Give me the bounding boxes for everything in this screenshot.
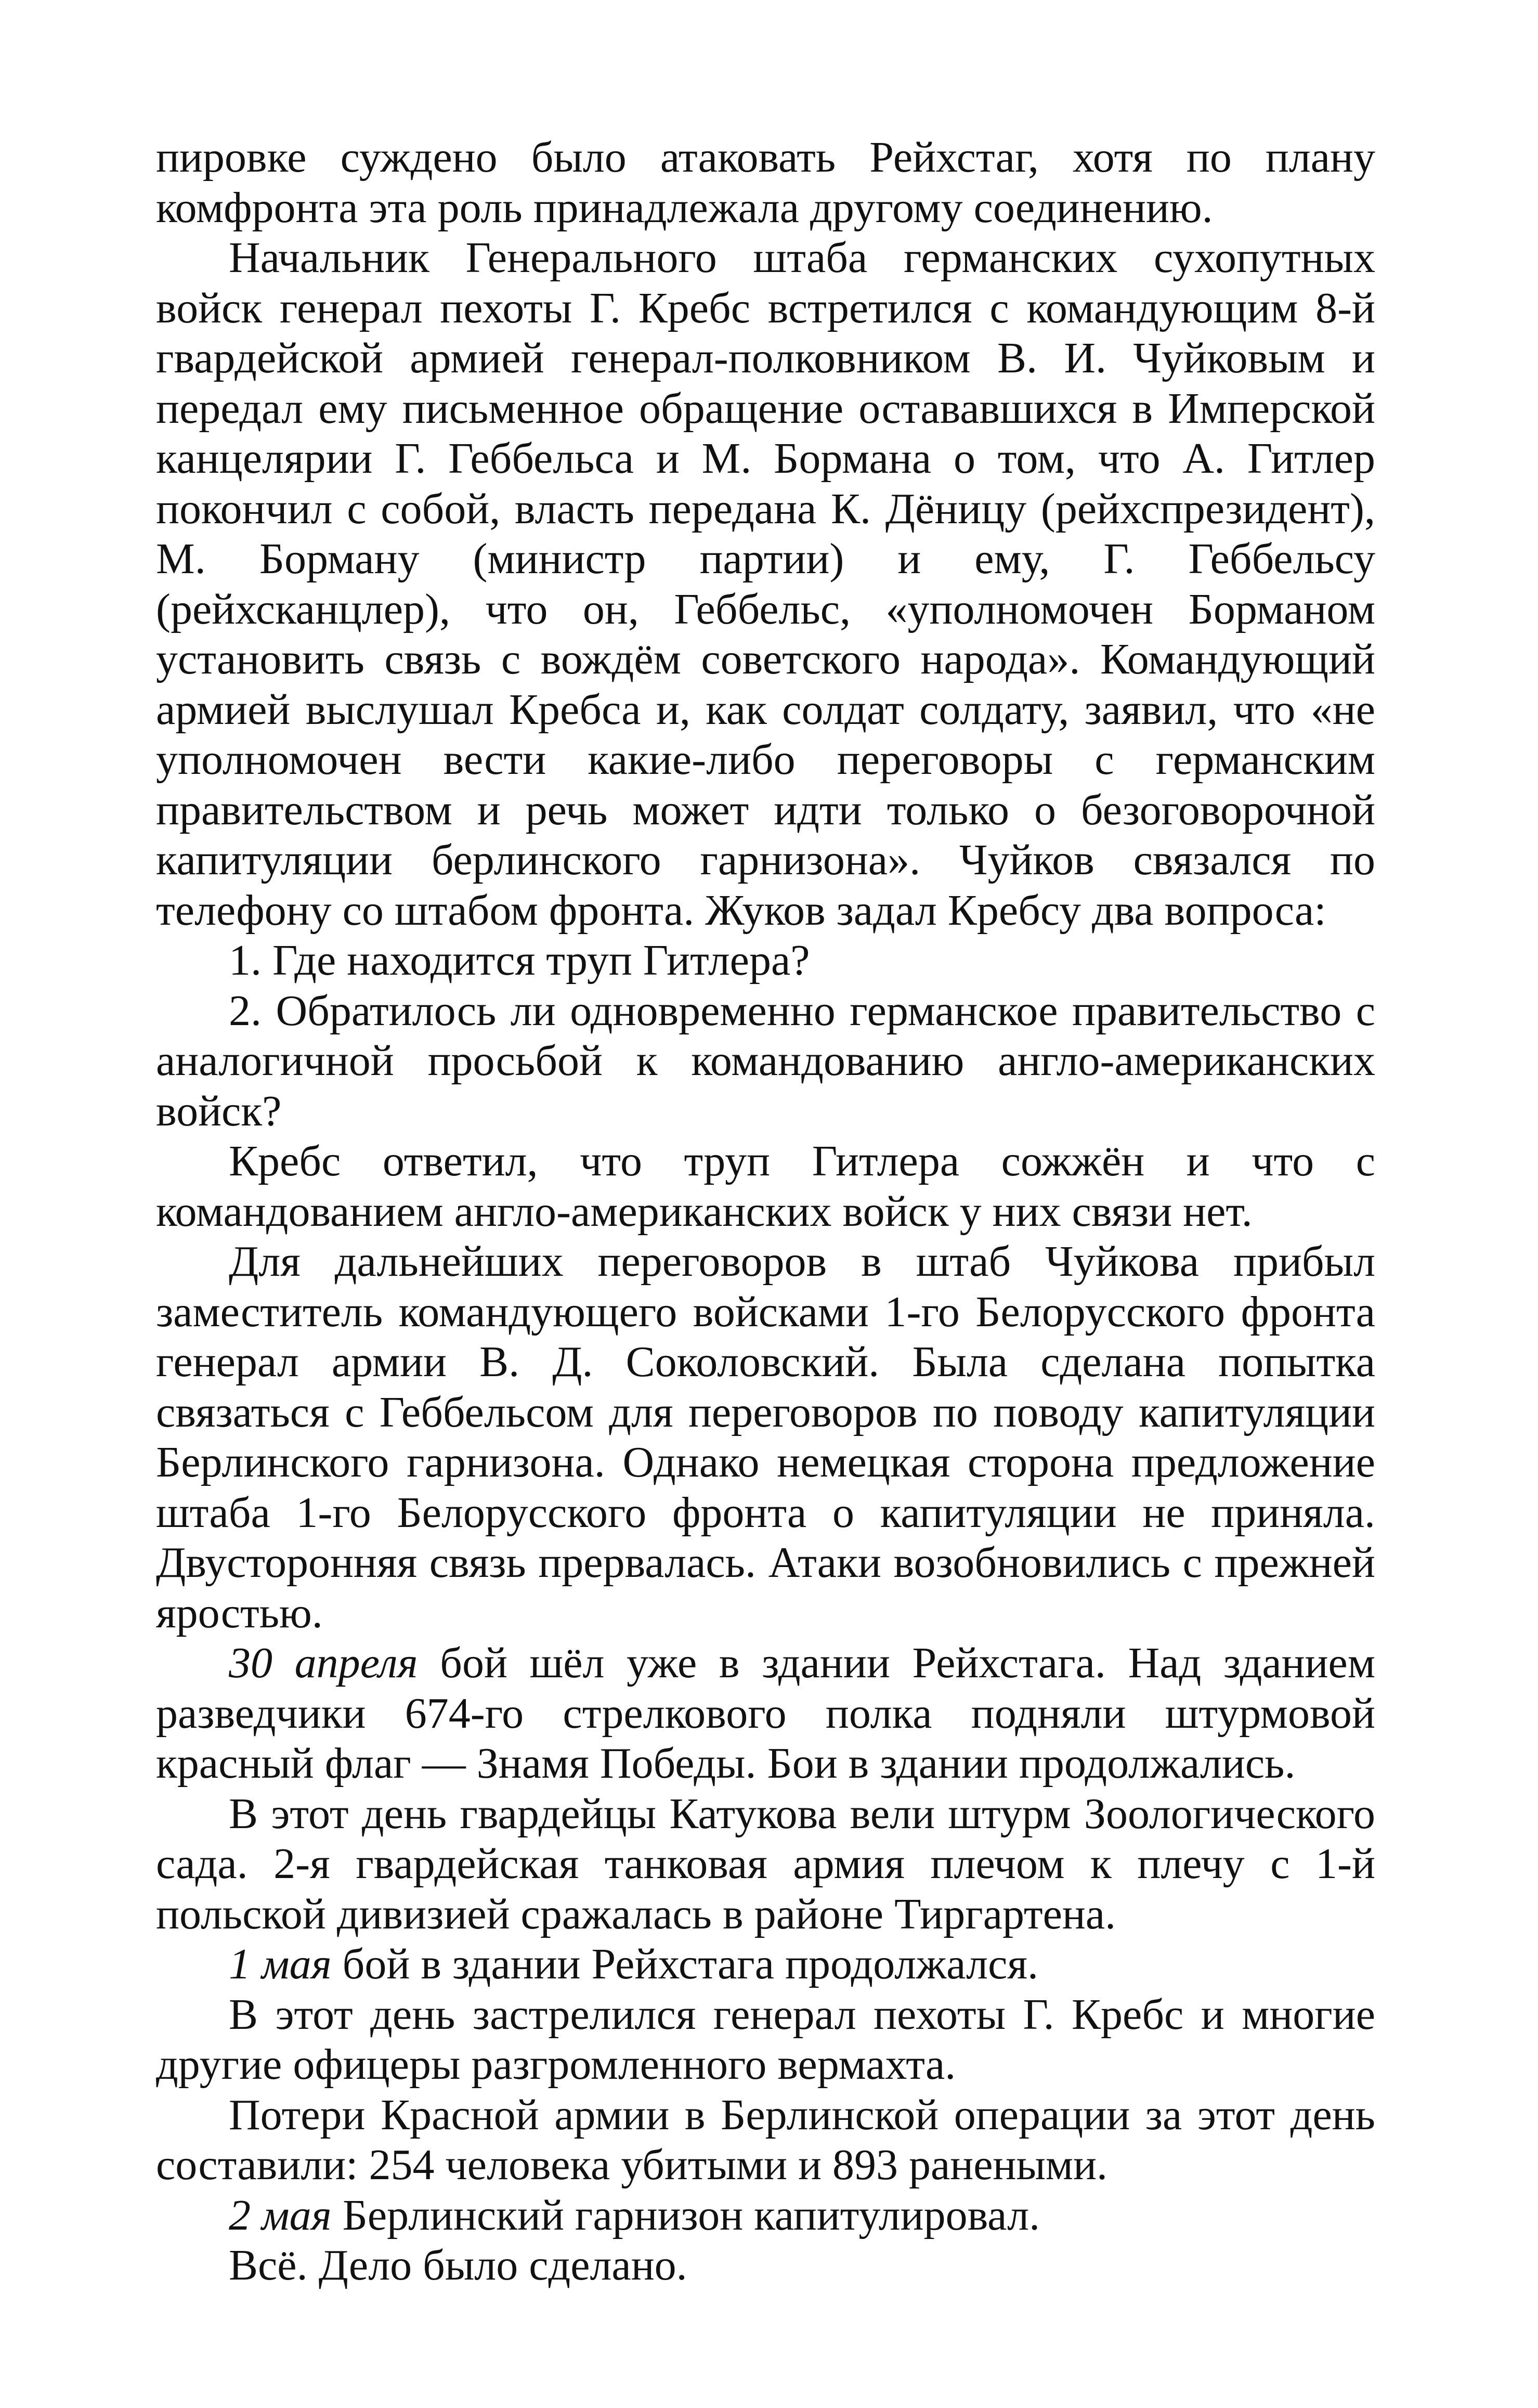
- paragraph-5-text: бой шёл уже в здании Рейхстага. Над зданием разведчики 674-го стрелкового полка подняли штурмовой красный флаг — Знамя Победы. Бои в здании продолжались.: [156, 1639, 1375, 1788]
- paragraph-4: Для дальнейших переговоров в штаб Чуйкова прибыл заместитель командующего войсками 1-го Белорусского фронта генерал армии В. Д. Соколовский. Была сделана попытка связаться с Геббельсом для переговоров по поводу капитуляции Берлинского гарнизона. Однако немецкая сторона предложение штаба 1-го Белорусского фронта о капитуляции не приняла. Двусторонняя связь прервалась. Атаки возобновились с прежней яростью.: [156, 1237, 1375, 1637]
- paragraph-5: [156, 1638, 1375, 1789]
- page-text: [156, 133, 1375, 2291]
- paragraph-7: [156, 1939, 1375, 1990]
- paragraph-10-text: Берлинский гарнизон капитулировал.: [331, 2191, 1040, 2239]
- question-2: 2. Обратилось ли одновременно германское правительство с аналогичной просьбой к командованию англо-американских войск?: [156, 986, 1375, 1135]
- paragraph-6: В этот день гвардейцы Катукова вели штурм Зоологического сада. 2-я гвардейская танковая армия плечом к плечу с 1-й польской дивизией сражалась в районе Тиргартена.: [156, 1789, 1375, 1938]
- paragraph-2: Начальник Генерального штаба германских сухопутных войск генерал пехоты Г. Кребс встретился с командующим 8-й гвардейской армией генерал-полковником В. И. Чуйковым и передал ему письменное обращение остававшихся в Имперской канцелярии Г. Геббельса и М. Бормана о том, что А. Гитлер покончил с собой, власть передана К. Дёницу (рейхспрезидент), М. Борману (министр партии) и ему, Г. Геббельсу (рейхсканцлер), что он, Геббельс, «уполномочен Борманом установить связь с вождём советского народа». Командующий армией выслушал Кребса и, как солдат солдату, заявил, что «не уполномочен вести какие-либо переговоры с германским правительством и речь может идти только о безоговорочной капитуляции берлинского гарнизона». Чуйков связался по телефону со штабом фронта. Жуков задал Кребсу два вопроса:: [156, 234, 1375, 935]
- paragraph-8: В этот день застрелился генерал пехоты Г. Кребс и многие другие офицеры разгромленного вермахта.: [156, 1990, 1375, 2089]
- date-30-april: 30 апреля: [229, 1639, 418, 1687]
- paragraph-11: Всё. Дело было сделано.: [229, 2241, 687, 2289]
- paragraph-3: Кребс ответил, что труп Гитлера сожжён и что с командованием англо-американских войск у них связи нет.: [156, 1137, 1375, 1236]
- paragraph-1: пировке суждено было атаковать Рейхстаг, хотя по плану комфронта эта роль принадлежала другому соединению.: [156, 133, 1375, 232]
- paragraph-10: [156, 2191, 1375, 2241]
- question-1: 1. Где находится труп Гитлера?: [229, 936, 810, 985]
- paragraph-7-text: бой в здании Рейхстага продолжался.: [331, 1940, 1038, 1988]
- paragraph-9: Потери Красной армии в Берлинской операции за этот день составили: 254 человека убитыми и 893 ранеными.: [156, 2090, 1375, 2189]
- date-2-may: 2 мая: [229, 2191, 332, 2239]
- date-1-may: 1 мая: [229, 1940, 332, 1988]
